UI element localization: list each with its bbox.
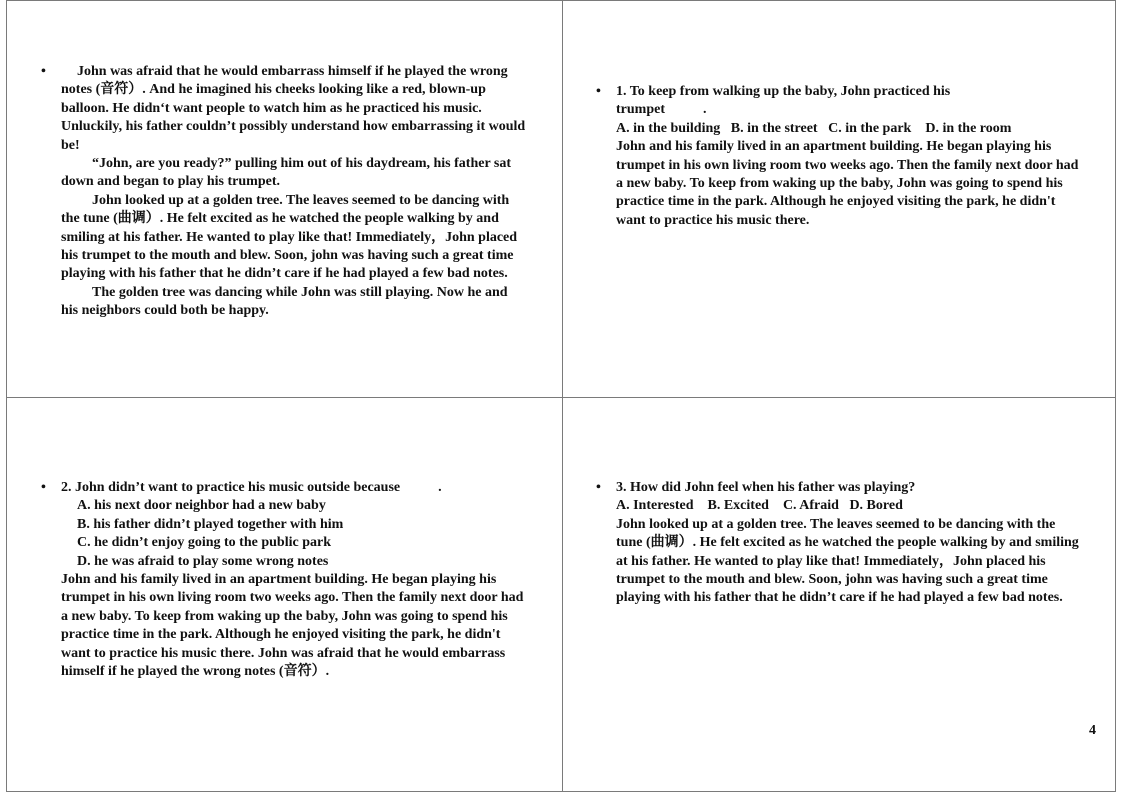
question-1-explanation: John and his family lived in an apartment building. He began playing his trumpet in his own living room two weeks ago. Then the family next door had a new baby. To keep from waking up the baby, John was going to spend his practice time in the park. Although he enjoyed visiting the park, he didn't want to practice his music there. [616,139,1079,228]
story-paragraph-2: “John, are you ready?” pulling him out of his daydream, his father sat down and began to play his trumpet. [61,156,512,190]
story-paragraph-1: John was afraid that he would embarrass himself if he played the wrong notes (音符）. And he imagined his cheeks looking like a red, blown-up balloon. He didn‘t want people to watch him as he practiced his music. Unluckily, his father couldn’t possibly understand how embarrassing it would be! [61,64,526,153]
question-3-explanation: John looked up at a golden tree. The leaves seemed to be dancing with the tune (曲调）. He felt excited as he watched the people walking by and smiling at his father. He wanted to play like that! Immediately，John placed his trumpet to the mouth and blew. Soon, john was having such a great time playing with his father that he didn’t care if he had played a few bad notes. [616,516,1079,606]
bullet: • [41,64,46,79]
question-1-line-a: 1. To keep from walking up the baby, John practiced his [616,84,951,99]
question-1-line-b: trumpet [616,102,665,118]
question-2-end: . [438,480,442,495]
question-2-option-d: D. he was afraid to play some wrong notes [77,553,329,569]
question-2-explanation: John and his family lived in an apartment building. He began playing his trumpet in his own living room two weeks ago. Then the family next door had a new baby. To keep from waking up the baby, John was going to spend his practice time in the park. Although he enjoyed visiting the park, he didn't want to practice his music there. John was afraid that he would embarrass himself if he played the wrong notes (音符）. [61,572,524,680]
bullet: • [596,84,601,99]
vertical-divider [562,1,563,791]
story-paragraph-3: John looked up at a golden tree. The leaves seemed to be dancing with the tune (曲调）. He felt excited as he watched the people walking by and smiling at his father. He wanted to play like that! Immediately，John placed his trumpet to the mouth and blew. Soon, john was having such a great time playing with his father that he didn’t care if he had played a few bad notes. [61,192,518,282]
question-1-end: . [703,102,707,118]
question-2-option-b: B. his father didn’t played together with him [77,516,344,532]
bullet: • [596,480,601,495]
question-2-panel [41,479,531,681]
question-2-option-a: A. his next door neighbor had a new baby [77,498,326,514]
question-1-options: A. in the building B. in the street C. in the park D. in the room [616,120,1012,136]
question-2-text [61,479,531,497]
question-3-question: 3. How did John feel when his father was playing? [616,480,916,495]
question-3-options: A. Interested B. Excited C. Afraid D. Bored [616,498,903,514]
question-1-text [616,83,1086,120]
question-2-question: 2. John didn’t want to practice his music outside because [61,480,401,495]
page-number: 4 [1089,723,1096,738]
question-1-panel [596,83,1086,230]
horizontal-divider [7,397,1115,398]
question-2-option-c: C. he didn’t enjoy going to the public park [77,535,331,551]
bullet: • [41,480,46,495]
story-panel [41,63,526,321]
question-3-panel [596,479,1084,608]
story-paragraph-4: The golden tree was dancing while John was still playing. Now he and his neighbors could both be happy. [61,284,508,319]
